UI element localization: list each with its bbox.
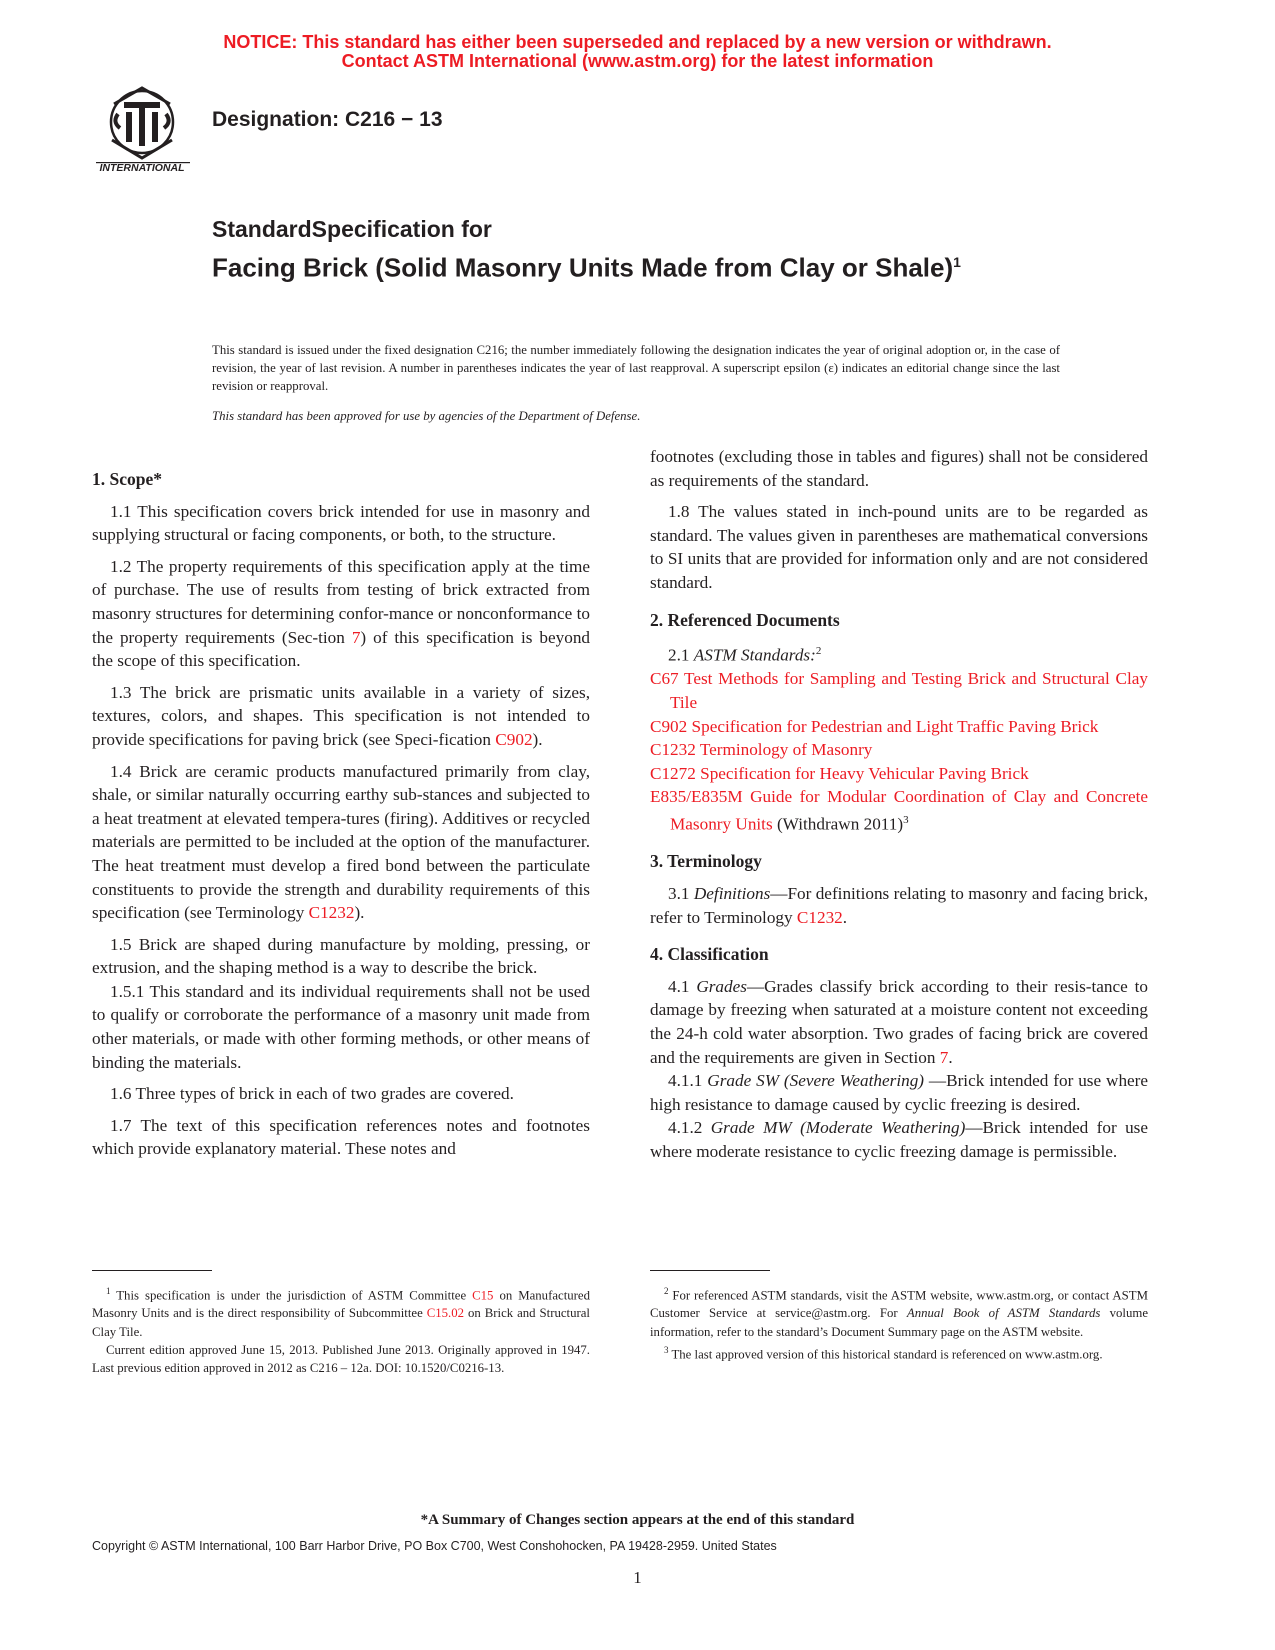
summary-of-changes-note: *A Summary of Changes section appears at the end of this standard (420, 1512, 855, 1528)
preamble: This standard is issued under the fixed designation C216; the number immediately following the designation indicates the year of original adoption or, in the case of revision, the year of last revision. A number in parentheses indicates the year of last reapproval. A superscript epsilon (ε) indicates an editorial change since the last revision or reapproval. (212, 343, 1060, 393)
left-column (92, 468, 590, 1161)
notice-line-2: Contact ASTM International (www.astm.org) for the latest information (341, 51, 934, 71)
c15-02-link[interactable]: C15.02 (426, 1306, 465, 1321)
logo-text: INTERNATIONAL (99, 162, 185, 174)
section-heading-scope: 1. Scope* (92, 469, 162, 489)
footnote-3: $^3$ The last approved version of this historical standard is referenced on www.astm.org. (664, 1344, 1103, 1362)
para-1-8: 1.8 The values stated in inch-pound units are to be regarded as standard. The values given in parentheses are mathematical conversions to SI units that are provided for information only and are not considered standard. (650, 502, 1148, 592)
reference-c902[interactable]: C902 Specification for Pedestrian and Light Traffic Paving Brick (650, 716, 1099, 736)
copyright-line: Copyright © ASTM International, 100 Barr Harbor Drive, PO Box C700, West Conshohocken, PA 19428-2959. United States (92, 1539, 777, 1553)
astm-international-logo (92, 82, 200, 174)
notice-line-1: NOTICE: This standard has either been superseded and replaced by a new version or withdrawn. (223, 32, 1052, 52)
section-7-link[interactable]: 7 (351, 627, 361, 647)
reference-c1232[interactable]: C1232 Terminology of Masonry (650, 740, 873, 760)
para-1-5: 1.5 Brick are shaped during manufacture by molding, pressing, or extrusion, and the shaping method is a way to describe the brick. (92, 934, 590, 978)
document-title (212, 214, 1112, 284)
footnote-2: $^2$ For referenced ASTM standards, visit the ASTM website, www.astm.org, or contact ASTM Customer Service at service@astm.org. For Annual Book of ASTM Standards volume information, refer to the standard’s Document Summary page on the ASTM website. (650, 1286, 1149, 1339)
section-heading-classification: 4. Classification (650, 944, 769, 965)
footnote-1: $^1$ This specification is under the jurisdiction of ASTM Committee C15 on Manufactured Masonry Units and is the direct responsibility of Subcommittee C15.02 on Brick and Structural Clay Tile. (92, 1286, 590, 1339)
section-7-link-2[interactable]: 7 (939, 1047, 949, 1067)
footnote-1-edition: Current edition approved June 15, 2013. Published June 2013. Originally approved in 1947. Last previous edition approved in 2012 as C216 – 12a. DOI: 10.1520/C0216-13. (92, 1342, 590, 1376)
para-1-5-1: 1.5.1 This standard and its individual requirements shall not be used to qualify or corroborate the performance of a masonry unit made from other materials, or made with other forming methods, or other means of binding the materials. (92, 981, 590, 1072)
footnote-rule-right (650, 1270, 770, 1271)
right-column (650, 445, 1148, 1164)
designation: Designation: C216 − 13 (212, 108, 443, 131)
para-1-7: 1.7 The text of this specification references notes and footnotes which provide explanatory material. These notes and (92, 1115, 590, 1159)
para-1-7-continued: footnotes (excluding those in tables and figures) shall not be considered as requirements of the standard. (650, 447, 1148, 490)
para-1-3: 1.3 The brick are prismatic units available in a variety of sizes, textures, colors, and shapes. This specification is not intended to provide specifications for paving brick (see Speci-fication C902). (92, 682, 590, 749)
reference-e835[interactable]: E835/E835M Guide for Modular Coordination of Clay and Concrete Masonry Units (Withdrawn 2011)$^3$ (650, 787, 1148, 834)
para-4-1-2: 4.1.2 Grade MW (Moderate Weathering)—Brick intended for use where moderate resistance to cyclic freezing damage is permissible. (650, 1118, 1148, 1161)
c1232-link[interactable]: C1232 (308, 903, 355, 923)
reference-c67[interactable]: C67 Test Methods for Sampling and Testing Brick and Structural Clay Tile (650, 669, 1148, 713)
para-4-1: 4.1 Grades—Grades classify brick according to their resis-tance to damage by freezing when saturated at a moisture content not exceeding the 24-h cold water absorption. Two grades of facing brick are covered and the requirements are given in Section 7. (650, 976, 1148, 1067)
reference-c1272[interactable]: C1272 Specification for Heavy Vehicular Paving Brick (650, 763, 1029, 783)
c15-link[interactable]: C15 (472, 1288, 494, 1303)
dod-approval-note: This standard has been approved for use by agencies of the Department of Defense. (212, 409, 641, 423)
footnotes-left (92, 1282, 590, 1377)
footnotes-right (650, 1282, 1148, 1363)
para-1-4: 1.4 Brick are ceramic products manufactured primarily from clay, shale, or similar naturally occurring earthy sub-stances and subjected to a heat treatment at elevated tempera-tures (firing). Additives or recycled materials are permitted to be included at the option of the manufacturer. The heat treatment must develop a fired bond between the particulate constituents to provide the strength and durability requirements of this specification (see Terminology C1232). (92, 761, 590, 923)
astm-logo-icon (92, 82, 200, 174)
footnote-rule-left (92, 1270, 212, 1271)
title-line-2: Facing Brick (Solid Masonry Units Made from Clay or Shale) (212, 252, 954, 283)
para-3-1: 3.1 Definitions—For definitions relating to masonry and facing brick, refer to Terminology C1232. (650, 883, 1148, 927)
withdrawal-notice (0, 33, 1275, 71)
title-line-1: StandardSpecification for (212, 216, 492, 242)
c1232-link-2[interactable]: C1232 (796, 907, 843, 927)
title-footnote-ref[interactable]: 1 (953, 254, 961, 270)
para-1-2: 1.2 The property requirements of this specification apply at the time of purchase. The use of results from testing of brick extracted from masonry structures for determining confor-mance or nonconformance to the property requirements (Sec-tion 7) of this specification is beyond the scope of this specification. (92, 556, 591, 671)
para-2-1: 2.1 ASTM Standards:$^2$ (668, 645, 822, 665)
para-1-1: 1.1 This specification covers brick intended for use in masonry and supplying structural or facing components, or both, to the structure. (92, 501, 590, 545)
page-number: 1 (633, 1568, 642, 1587)
section-heading-terminology: 3. Terminology (650, 851, 762, 872)
section-heading-referenced: 2. Referenced Documents (650, 609, 840, 630)
c902-link[interactable]: C902 (495, 729, 533, 749)
para-1-6: 1.6 Three types of brick in each of two grades are covered. (110, 1084, 514, 1104)
para-4-1-1: 4.1.1 Grade SW (Severe Weathering) —Brick intended for use where high resistance to damage caused by cyclic freezing is desired. (650, 1071, 1149, 1114)
